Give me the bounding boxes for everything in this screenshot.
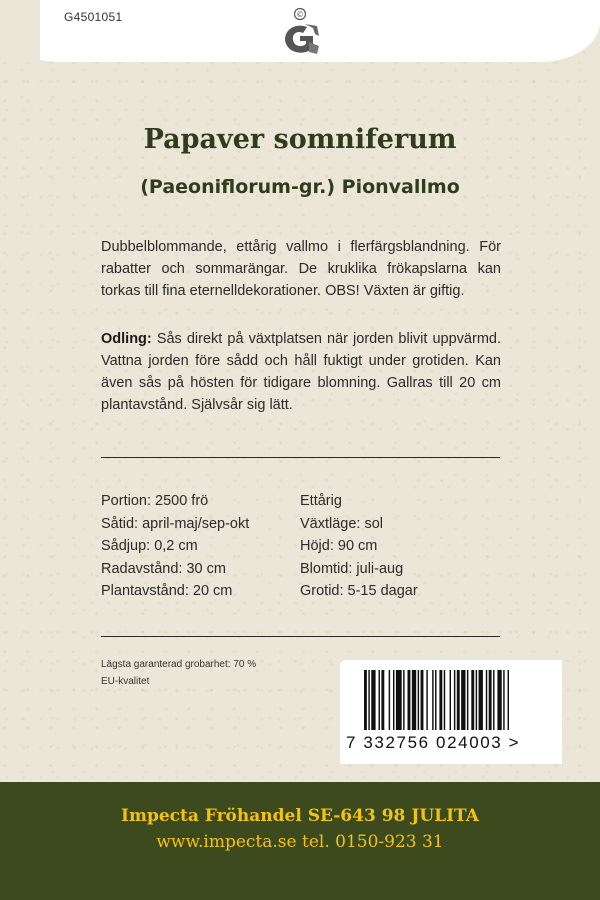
fact-sowing-depth: Sådjup: 0,2 cm — [101, 538, 198, 554]
barcode-bar — [412, 670, 416, 730]
product-title: Papaver somniferum — [143, 124, 457, 155]
impecta-logo-icon — [279, 6, 323, 58]
barcode-bar — [379, 670, 380, 730]
barcode-bar — [497, 670, 501, 730]
fact-portion: Portion: 2500 frö — [101, 493, 209, 509]
barcode-bar — [467, 670, 468, 730]
facts-right-list — [300, 490, 418, 603]
barcode-bar — [364, 670, 367, 730]
barcode-bar — [450, 670, 451, 730]
fact-row-spacing: Radavstånd: 30 cm — [101, 560, 226, 577]
facts-left-list — [101, 490, 249, 603]
barcode-bar — [508, 670, 509, 730]
sku-code: G4501051 — [64, 10, 123, 24]
barcode-bar — [489, 670, 492, 730]
fact-height: Höjd: 90 cm — [300, 538, 378, 554]
barcode-bar — [454, 670, 455, 730]
cultivation-paragraph — [101, 328, 501, 416]
fact-plant-spacing: Plantavstånd: 20 cm — [101, 583, 233, 599]
barcode-bar — [432, 670, 433, 730]
cultivation-text: Sås direkt på växtplatsen när jorden blivit uppvärmd. Vattna jorden före sådd och håll fuktigt under grotiden. Kan även sås på hösten för tidigare blomning. Gallras till 20 cm plantavstånd. Självsår sig lätt. — [101, 331, 501, 413]
barcode-bar — [471, 670, 474, 730]
barcode-bar — [389, 670, 390, 730]
barcode-bar — [396, 670, 402, 730]
footer-contact: www.impecta.se tel. 0150-923 31 — [156, 832, 444, 852]
barcode-bars — [364, 670, 548, 730]
barcode-bar — [368, 670, 369, 730]
barcode-bar — [426, 670, 427, 730]
barcode-bar — [486, 670, 487, 730]
barcode-bar — [393, 670, 394, 730]
product-subtitle: (Paeoniflorum-gr.) Pionvallmo — [140, 176, 460, 198]
barcode-bar — [476, 670, 477, 730]
fact-sowing-time: Såtid: april-maj/sep-okt — [101, 515, 250, 532]
divider-bottom — [101, 636, 500, 637]
barcode-bar — [403, 670, 404, 730]
barcode-bar — [503, 670, 504, 730]
barcode-bar — [439, 670, 442, 730]
germination-note: Lägsta garanterad grobarhet: 70 % — [101, 659, 257, 670]
quality-note: EU-kvalitet — [101, 676, 150, 687]
logo-copyright-mark: © — [296, 10, 304, 19]
barcode-bar — [408, 670, 411, 730]
fact-germination-time: Grotid: 5-15 dagar — [300, 583, 418, 599]
barcode-bar — [461, 670, 465, 730]
barcode — [340, 660, 562, 764]
barcode-bar — [493, 670, 494, 730]
barcode-bar — [381, 670, 384, 730]
barcode-bar — [444, 670, 445, 730]
barcode-bar — [371, 670, 375, 730]
divider-top — [101, 457, 500, 458]
barcode-bar — [435, 670, 436, 730]
barcode-bar — [421, 670, 424, 730]
barcode-bar — [457, 670, 460, 730]
barcode-bar — [418, 670, 419, 730]
fact-position: Växtläge: sol — [300, 515, 384, 532]
fact-lifecycle: Ettårig — [300, 493, 342, 509]
barcode-digits: 7 332756 024003 > — [346, 733, 521, 752]
barcode-bar — [479, 670, 483, 730]
product-description: Dubbelblommande, ettårig vallmo i flerfärgsblandning. För rabatter och sommarängar. De kruklika frökapslarna kan torkas till fina eternelldekorationer. OBS! Växten är giftig. — [101, 239, 501, 299]
cultivation-label: Odling: — [101, 331, 152, 347]
footer-company: Impecta Fröhandel SE-643 98 JULITA — [121, 806, 479, 826]
fact-bloom-time: Blomtid: juli-aug — [300, 560, 404, 577]
